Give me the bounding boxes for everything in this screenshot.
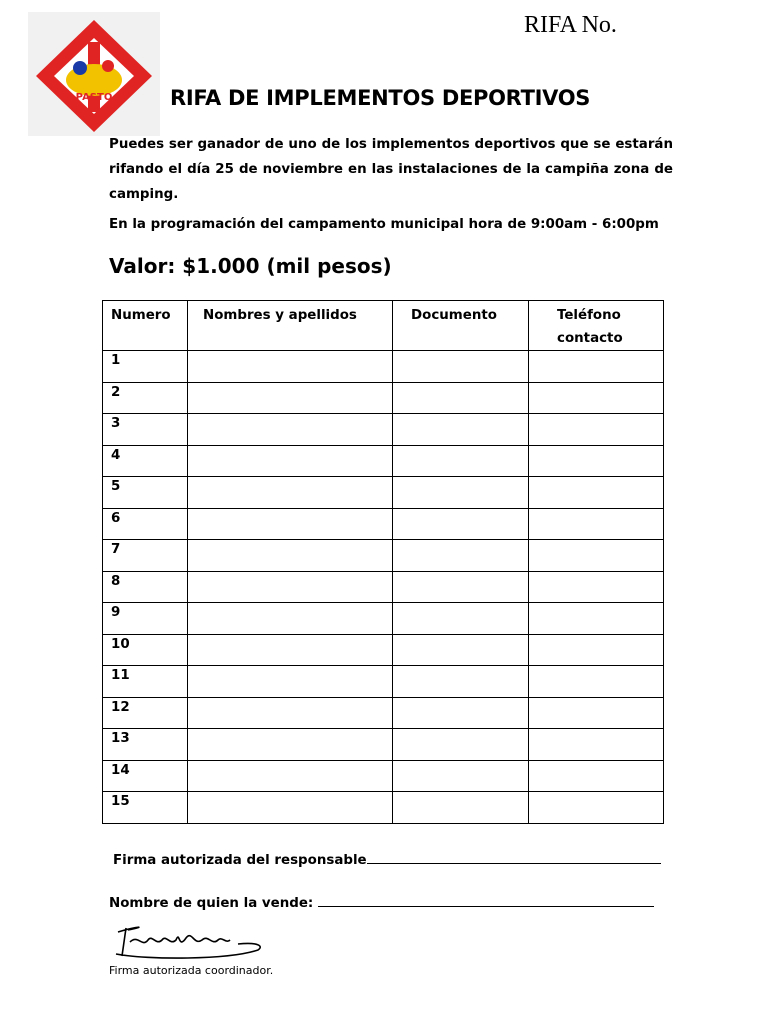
svg-text:PASTO: PASTO (75, 92, 113, 103)
telefono-cell[interactable] (529, 382, 664, 414)
row-number: 3 (103, 414, 188, 446)
rifa-number-label: RIFA No. (524, 12, 617, 38)
telefono-cell[interactable] (529, 634, 664, 666)
nombres-cell[interactable] (188, 666, 393, 698)
nombre-vende-label: Nombre de quien la vende: (109, 896, 318, 911)
nombres-cell[interactable] (188, 382, 393, 414)
row-number: 13 (103, 729, 188, 761)
header-nombres: Nombres y apellidos (188, 301, 393, 351)
header-telefono (529, 301, 664, 351)
documento-cell[interactable] (393, 540, 529, 572)
table-row (103, 540, 664, 572)
header-telefono-line1: Teléfono (557, 308, 621, 323)
table-row (103, 729, 664, 761)
table-row (103, 697, 664, 729)
table-row (103, 760, 664, 792)
page-title: RIFA DE IMPLEMENTOS DEPORTIVOS (170, 86, 591, 110)
telefono-cell[interactable] (529, 540, 664, 572)
row-number: 14 (103, 760, 188, 792)
campamentos-logo (28, 12, 160, 136)
nombres-cell[interactable] (188, 540, 393, 572)
logo-emblem (28, 12, 160, 136)
telefono-cell[interactable] (529, 571, 664, 603)
nombres-cell[interactable] (188, 792, 393, 824)
raffle-table (102, 300, 664, 824)
documento-cell[interactable] (393, 414, 529, 446)
nombres-cell[interactable] (188, 414, 393, 446)
telefono-cell[interactable] (529, 445, 664, 477)
firma-responsable-line (113, 853, 661, 868)
documento-cell[interactable] (393, 697, 529, 729)
table-row (103, 634, 664, 666)
coordinator-signature (108, 920, 264, 964)
firma-coordinador-label: Firma autorizada coordinador. (109, 964, 274, 977)
price-label: Valor: $1.000 (mil pesos) (109, 254, 392, 278)
documento-cell[interactable] (393, 445, 529, 477)
table-row (103, 571, 664, 603)
header-documento: Documento (393, 301, 529, 351)
nombres-cell[interactable] (188, 508, 393, 540)
intro-paragraph: Puedes ser ganador de uno de los implementos deportivos que se estarán rifando el día 25 de noviembre en las instalaciones de la campiña zona de camping. (109, 137, 673, 202)
documento-cell[interactable] (393, 382, 529, 414)
documento-cell[interactable] (393, 760, 529, 792)
row-number: 12 (103, 697, 188, 729)
documento-cell[interactable] (393, 666, 529, 698)
documento-cell[interactable] (393, 729, 529, 761)
firma-responsable-field[interactable] (367, 862, 661, 864)
row-number: 4 (103, 445, 188, 477)
row-number: 1 (103, 351, 188, 383)
row-number: 10 (103, 634, 188, 666)
telefono-cell[interactable] (529, 414, 664, 446)
telefono-cell[interactable] (529, 477, 664, 509)
table-row (103, 477, 664, 509)
telefono-cell[interactable] (529, 729, 664, 761)
documento-cell[interactable] (393, 477, 529, 509)
header-telefono-line2: contacto (557, 331, 623, 346)
nombres-cell[interactable] (188, 729, 393, 761)
firma-responsable-label: Firma autorizada del responsable (113, 853, 367, 868)
documento-cell[interactable] (393, 508, 529, 540)
table-row (103, 414, 664, 446)
documento-cell[interactable] (393, 603, 529, 635)
table-row (103, 792, 664, 824)
table-row (103, 508, 664, 540)
nombres-cell[interactable] (188, 477, 393, 509)
telefono-cell[interactable] (529, 792, 664, 824)
telefono-cell[interactable] (529, 351, 664, 383)
telefono-cell[interactable] (529, 603, 664, 635)
documento-cell[interactable] (393, 634, 529, 666)
nombre-vende-field[interactable] (318, 905, 654, 907)
nombres-cell[interactable] (188, 445, 393, 477)
row-number: 15 (103, 792, 188, 824)
documento-cell[interactable] (393, 351, 529, 383)
row-number: 5 (103, 477, 188, 509)
nombres-cell[interactable] (188, 634, 393, 666)
documento-cell[interactable] (393, 571, 529, 603)
header-numero: Numero (103, 301, 188, 351)
table-header-row (103, 301, 664, 351)
table-row (103, 603, 664, 635)
row-number: 11 (103, 666, 188, 698)
telefono-cell[interactable] (529, 508, 664, 540)
telefono-cell[interactable] (529, 697, 664, 729)
nombres-cell[interactable] (188, 697, 393, 729)
table-row (103, 445, 664, 477)
row-number: 2 (103, 382, 188, 414)
telefono-cell[interactable] (529, 666, 664, 698)
schedule-text: En la programación del campamento municipal hora de 9:00am - 6:00pm (109, 217, 659, 232)
nombres-cell[interactable] (188, 571, 393, 603)
table-row (103, 666, 664, 698)
table-row (103, 382, 664, 414)
nombre-vende-line (109, 896, 654, 911)
row-number: 7 (103, 540, 188, 572)
row-number: 9 (103, 603, 188, 635)
row-number: 6 (103, 508, 188, 540)
row-number: 8 (103, 571, 188, 603)
nombres-cell[interactable] (188, 603, 393, 635)
nombres-cell[interactable] (188, 760, 393, 792)
nombres-cell[interactable] (188, 351, 393, 383)
documento-cell[interactable] (393, 792, 529, 824)
table-row (103, 351, 664, 383)
telefono-cell[interactable] (529, 760, 664, 792)
